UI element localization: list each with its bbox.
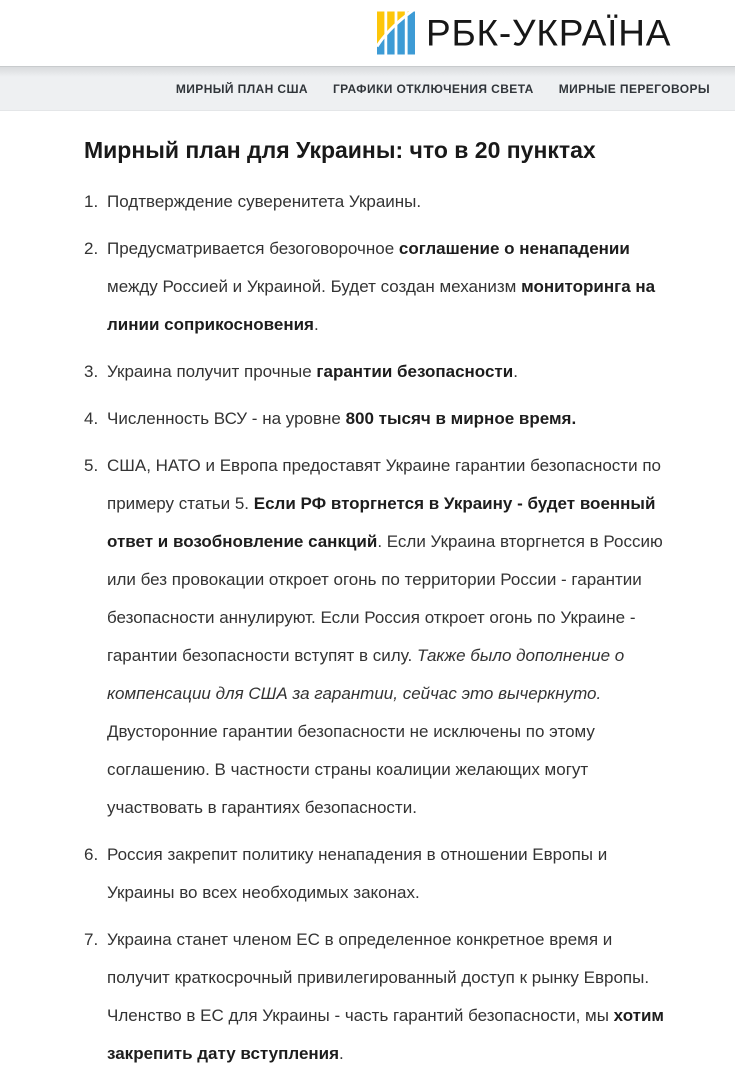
site-logo[interactable] <box>377 12 671 55</box>
list-item-text: Если РФ вторгнется в Украину - будет военный ответ и возобновление санкций <box>107 494 656 551</box>
list-item-text: . <box>339 1044 344 1063</box>
list-item-text: Украина станет членом ЕС в определенное конкретное время и получит краткосрочный привилегированный доступ к рынку Европы. Членство в ЕС для Украины - часть гарантий безопасности, мы <box>107 930 650 1025</box>
list-item-number: 7. <box>84 930 99 949</box>
list-item <box>84 447 666 827</box>
list-item-text: Украина получит прочные <box>107 362 317 381</box>
site-header <box>0 0 735 66</box>
list-item-number: 5. <box>84 456 99 475</box>
list-item-number: 4. <box>84 409 99 428</box>
list-item-text: . <box>313 315 319 334</box>
points-list <box>84 183 666 1073</box>
site-logo-text: РБК-УКРАЇНА <box>426 12 672 54</box>
nav-item-3[interactable]: МИРНЫЕ ПЕРЕГОВОРЫ <box>558 81 710 96</box>
article <box>0 135 735 1073</box>
list-item-text: США, НАТО и Европа предоставят Украине гарантии безопасности по примеру статьи 5. <box>107 456 661 513</box>
list-item-text: соглашение о ненападении <box>398 239 630 258</box>
list-item-text: Предусматривается безоговорочное <box>107 239 399 258</box>
list-item <box>84 921 666 1073</box>
list-item-number: 3. <box>84 362 99 381</box>
list-item-text: мониторинга на линии соприкосновения <box>107 277 656 334</box>
list-item-text: Двусторонние гарантии безопасности не исключены по этому соглашению. В частности страны коалиции желающих могут участвовать в гарантиях безопасности. <box>107 722 595 817</box>
list-item <box>84 353 666 391</box>
list-item-text: Подтверждение суверенитета Украины. <box>107 192 422 211</box>
list-item <box>84 230 666 344</box>
list-item <box>84 400 666 438</box>
list-item-text: гарантии безопасности <box>316 362 514 381</box>
list-item-text: хотим закрепить дату вступления <box>107 1006 665 1063</box>
nav-item-2[interactable]: ГРАФИКИ ОТКЛЮЧЕНИЯ СВЕТА <box>332 81 534 96</box>
list-item-text: . Если Украина вторгнется в Россию или без провокации откроет огонь по территории России - гарантии безопасности аннулируют. Если Россия откроет огонь по Украине - гарантии безопасности вступят в силу. <box>107 532 663 665</box>
list-item-text: Россия закрепит политику ненападения в отношении Европы и Украины во всех необходимых законах. <box>107 845 608 902</box>
list-item-number: 1. <box>84 192 99 211</box>
list-item <box>84 836 666 912</box>
list-item-text: . <box>513 362 518 381</box>
list-item-text: Также было дополнение о компенсации для США за гарантии, сейчас это вычеркнуто. <box>107 646 625 703</box>
article-title: Мирный план для Украины: что в 20 пунктах <box>84 137 596 163</box>
list-item-number: 6. <box>84 845 99 864</box>
top-navigation <box>0 66 735 111</box>
list-item <box>84 183 666 221</box>
list-item-text: Численность ВСУ - на уровне <box>107 409 346 428</box>
list-item-text: 800 тысяч в мирное время. <box>345 409 577 428</box>
list-item-text: между Россией и Украиной. Будет создан механизм <box>107 277 522 296</box>
list-item-number: 2. <box>84 239 99 258</box>
nav-item-1[interactable]: МИРНЫЙ ПЛАН США <box>175 81 308 96</box>
rbc-logo-icon <box>377 12 415 55</box>
